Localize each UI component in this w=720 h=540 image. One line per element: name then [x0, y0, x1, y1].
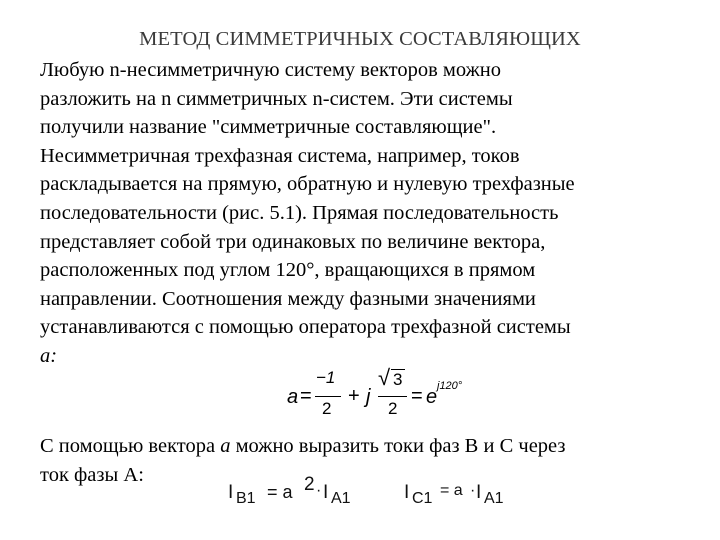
text-line: Любую n-несимметричную систему векторов можно	[40, 59, 501, 81]
formula-radicand: 3	[393, 370, 403, 389]
vector-a-label: a	[220, 435, 231, 457]
formula-exponent: j120°	[437, 380, 463, 392]
current-subscript: C1	[412, 490, 433, 507]
text-line: последовательности (рис. 5.1). Прямая последовательность	[40, 201, 559, 224]
formula-denominator-2: 2	[388, 399, 398, 418]
operator-a-formula	[285, 366, 495, 430]
text-line: Несимметричная трехфазная система, например, токов	[40, 144, 520, 167]
current-symbol: I	[404, 482, 410, 503]
text-line: разложить на n симметричных n-систем. Эти системы	[40, 87, 513, 110]
text-line: направлении. Соотношения между фазными значениями	[40, 287, 536, 310]
text-line: ток фазы А:	[40, 463, 144, 486]
fraction-bar	[378, 396, 407, 397]
formula-numerator-1: −1	[316, 368, 336, 387]
formula-lhs: a	[287, 386, 299, 408]
text-line: представляет собой три одинаковых по величине вектора,	[40, 230, 546, 253]
multiply-dot: ·	[316, 482, 322, 499]
operator-label: a:	[40, 344, 58, 367]
multiply-dot: ·	[470, 482, 476, 499]
equation-rhs: = a	[440, 482, 463, 499]
text-line	[40, 432, 712, 461]
text-run: можно выразить токи фаз B и C через	[230, 435, 566, 457]
text-line: получили название "симметричные составляющие".	[40, 116, 497, 139]
current-subscript: B1	[236, 490, 256, 507]
formula-e: e	[426, 386, 438, 408]
text-line: устанавливаются с помощью оператора трехфазной системы	[40, 316, 571, 339]
current-symbol: I	[476, 482, 482, 503]
formula-denominator-1: 2	[322, 399, 332, 418]
power-superscript: 2	[304, 474, 315, 495]
phase-c-equation	[404, 478, 534, 518]
formula-plus: +	[348, 385, 360, 407]
text-line: расположенных под углом 120°, вращающихся в прямом	[40, 259, 536, 282]
current-symbol: I	[228, 482, 234, 503]
current-symbol: I	[323, 482, 329, 503]
formula-equals: =	[300, 385, 312, 407]
text-run: С помощью вектора	[40, 435, 221, 457]
phase-b-equation	[228, 474, 378, 518]
text-line: раскладывается на прямую, обратную и нулевую трехфазные	[40, 173, 575, 196]
fraction-bar	[315, 396, 341, 397]
current-subscript: A1	[484, 490, 504, 507]
equation-rhs: = a	[267, 482, 293, 502]
formula-equals: =	[411, 385, 423, 407]
intro-paragraph	[40, 56, 712, 371]
sqrt-icon: √	[378, 365, 391, 390]
current-subscript: A1	[331, 490, 351, 507]
slide-title: МЕТОД СИММЕТРИЧНЫХ СОСТАВЛЯЮЩИХ	[139, 28, 581, 50]
formula-j: j	[366, 386, 371, 408]
